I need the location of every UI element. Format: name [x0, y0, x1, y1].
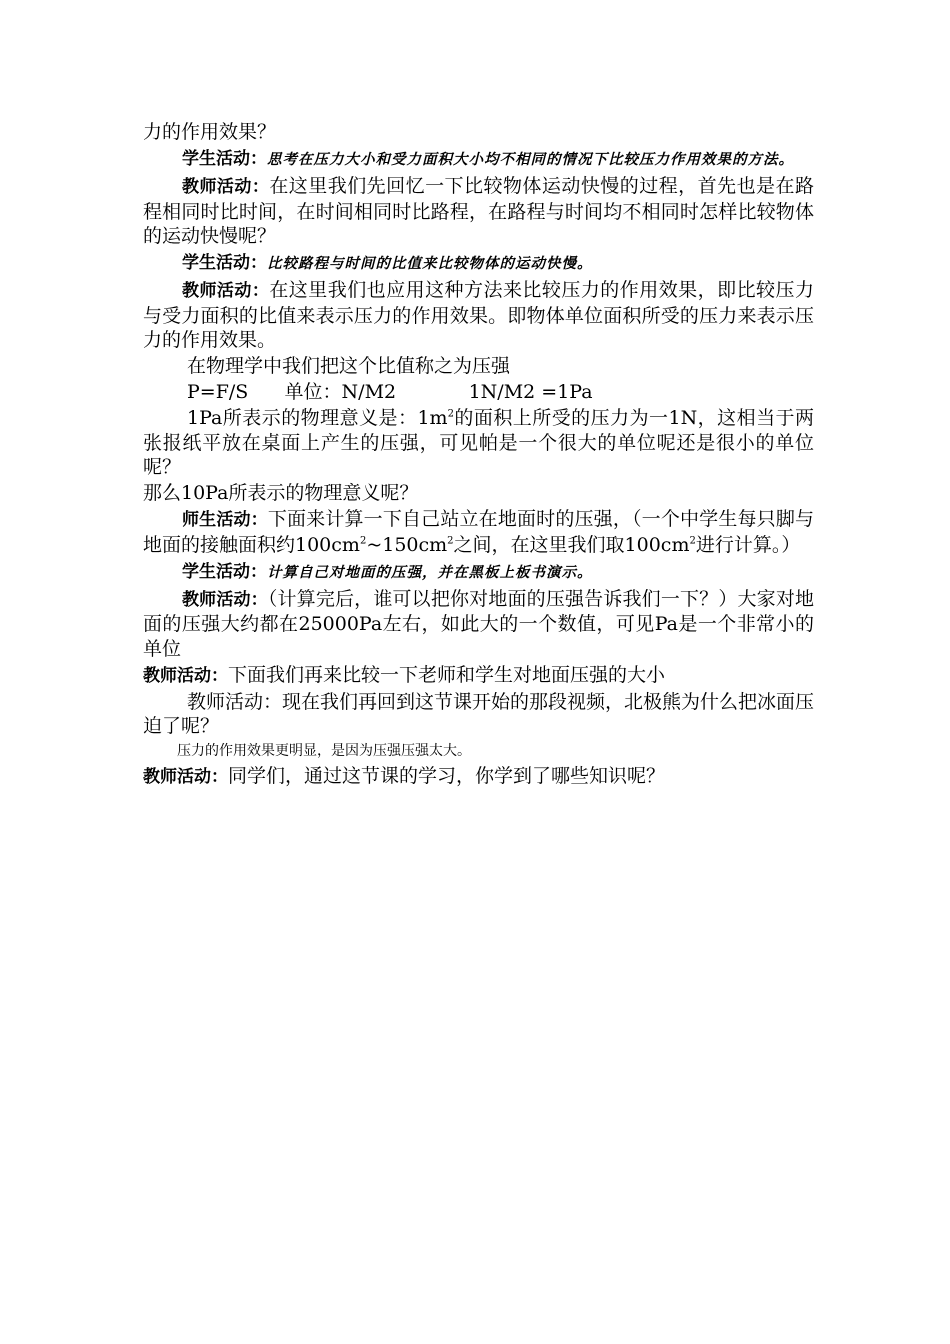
paragraph-intro [143, 120, 814, 145]
paragraph-student-activity-3 [143, 559, 814, 586]
activity-text: 在这里我们先回忆一下比较物体运动快慢的过程，首先也是在路程相同时比时间，在时间相同时比路程，在路程与时间均不相同时怎样比较物体的运动快慢呢？ [143, 175, 814, 247]
question-text: 那么10Pa所表示的物理意义呢？ [143, 482, 419, 504]
activity-label: 教师活动： [182, 589, 268, 610]
activity-text: 比较路程与时间的比值来比较物体的运动快慢。 [267, 255, 593, 272]
activity-text: 下面我们再来比较一下老师和学生对地面压强的大小 [228, 663, 666, 686]
activity-text: 同学们，通过这节课的学习，你学到了哪些知识呢？ [228, 764, 666, 787]
paragraph-student-activity-1 [143, 146, 814, 173]
paragraph-teacher-student-activity [143, 507, 814, 557]
paragraph-teacher-activity-2 [143, 278, 814, 353]
paragraph-teacher-activity-6 [143, 764, 814, 790]
activity-label: 师生活动： [182, 510, 268, 530]
intro-text: 力的作用效果？ [143, 121, 277, 143]
superscript: 2 [689, 535, 696, 547]
activity-text: 下面来计算一下自己站立在地面时的压强，（一个中学生每只脚与地面的接触面积约100cm [143, 508, 814, 556]
paragraph-answer [143, 740, 814, 762]
paragraph-definition [143, 354, 814, 379]
superscript: 2 [447, 408, 454, 420]
paragraph-teacher-activity-3 [143, 587, 814, 662]
definition-text: 在物理学中我们把这个比值称之为压强 [187, 355, 511, 377]
paragraph-teacher-activity-5 [143, 690, 814, 739]
activity-text: 在这里我们也应用这种方法来比较压力的作用效果，即比较压力与受力面积的比值来表示压力的作用效果。即物体单位面积所受的压力来表示压力的作用效果。 [143, 279, 814, 351]
activity-text: （计算完后，谁可以把你对地面的压强告诉我们一下？）大家对地面的压强大约都在25000Pa左右，如此大的一个数值，可见Pa是一个非常小的单位 [143, 587, 814, 660]
answer-text: 压力的作用效果更明显，是因为压强压强太大。 [177, 743, 471, 759]
activity-label: 学生活动： [182, 149, 267, 169]
activity-label: 教师活动： [143, 665, 228, 686]
activity-label: 教师活动： [182, 281, 270, 301]
paragraph-formula [143, 380, 814, 405]
activity-text: 思考在压力大小和受力面积大小均不相同的情况下比较压力作用效果的方法。 [267, 151, 794, 168]
activity-text-cont: 之间，在这里我们取100cm [453, 533, 690, 556]
activity-text: 计算自己对地面的压强，并在黑板上板书演示。 [267, 563, 593, 581]
activity-label: 教师活动： [182, 177, 270, 197]
paragraph-student-activity-2 [143, 250, 814, 277]
activity-text-cont: 进行计算。） [695, 533, 801, 556]
paragraph-pa-meaning [143, 406, 814, 480]
paragraph-teacher-activity-1 [143, 174, 814, 249]
pa-meaning-text-cont: 的面积上所受的压力为一1N，这相当于两张报纸平放在桌面上产生的压强，可见帕是一个很大的单位呢还是很小的单位呢？ [143, 407, 815, 478]
paragraph-teacher-activity-4 [143, 663, 814, 689]
activity-label: 学生活动： [182, 561, 267, 582]
activity-label: 教师活动： [143, 766, 228, 787]
superscript: 2 [447, 535, 454, 547]
activity-text-cont: ~150cm [366, 533, 448, 556]
activity-text: 教师活动：现在我们再回到这节课开始的那段视频，北极熊为什么把冰面压迫了呢？ [143, 690, 815, 737]
formula-text: P=F/S 单位：N/M2 1N/M2 =1Pa [187, 381, 593, 403]
superscript: 2 [359, 535, 367, 547]
activity-label: 学生活动： [182, 253, 267, 273]
pa-meaning-text: 1Pa所表示的物理意义是：1m [187, 407, 448, 429]
paragraph-question [143, 481, 814, 506]
